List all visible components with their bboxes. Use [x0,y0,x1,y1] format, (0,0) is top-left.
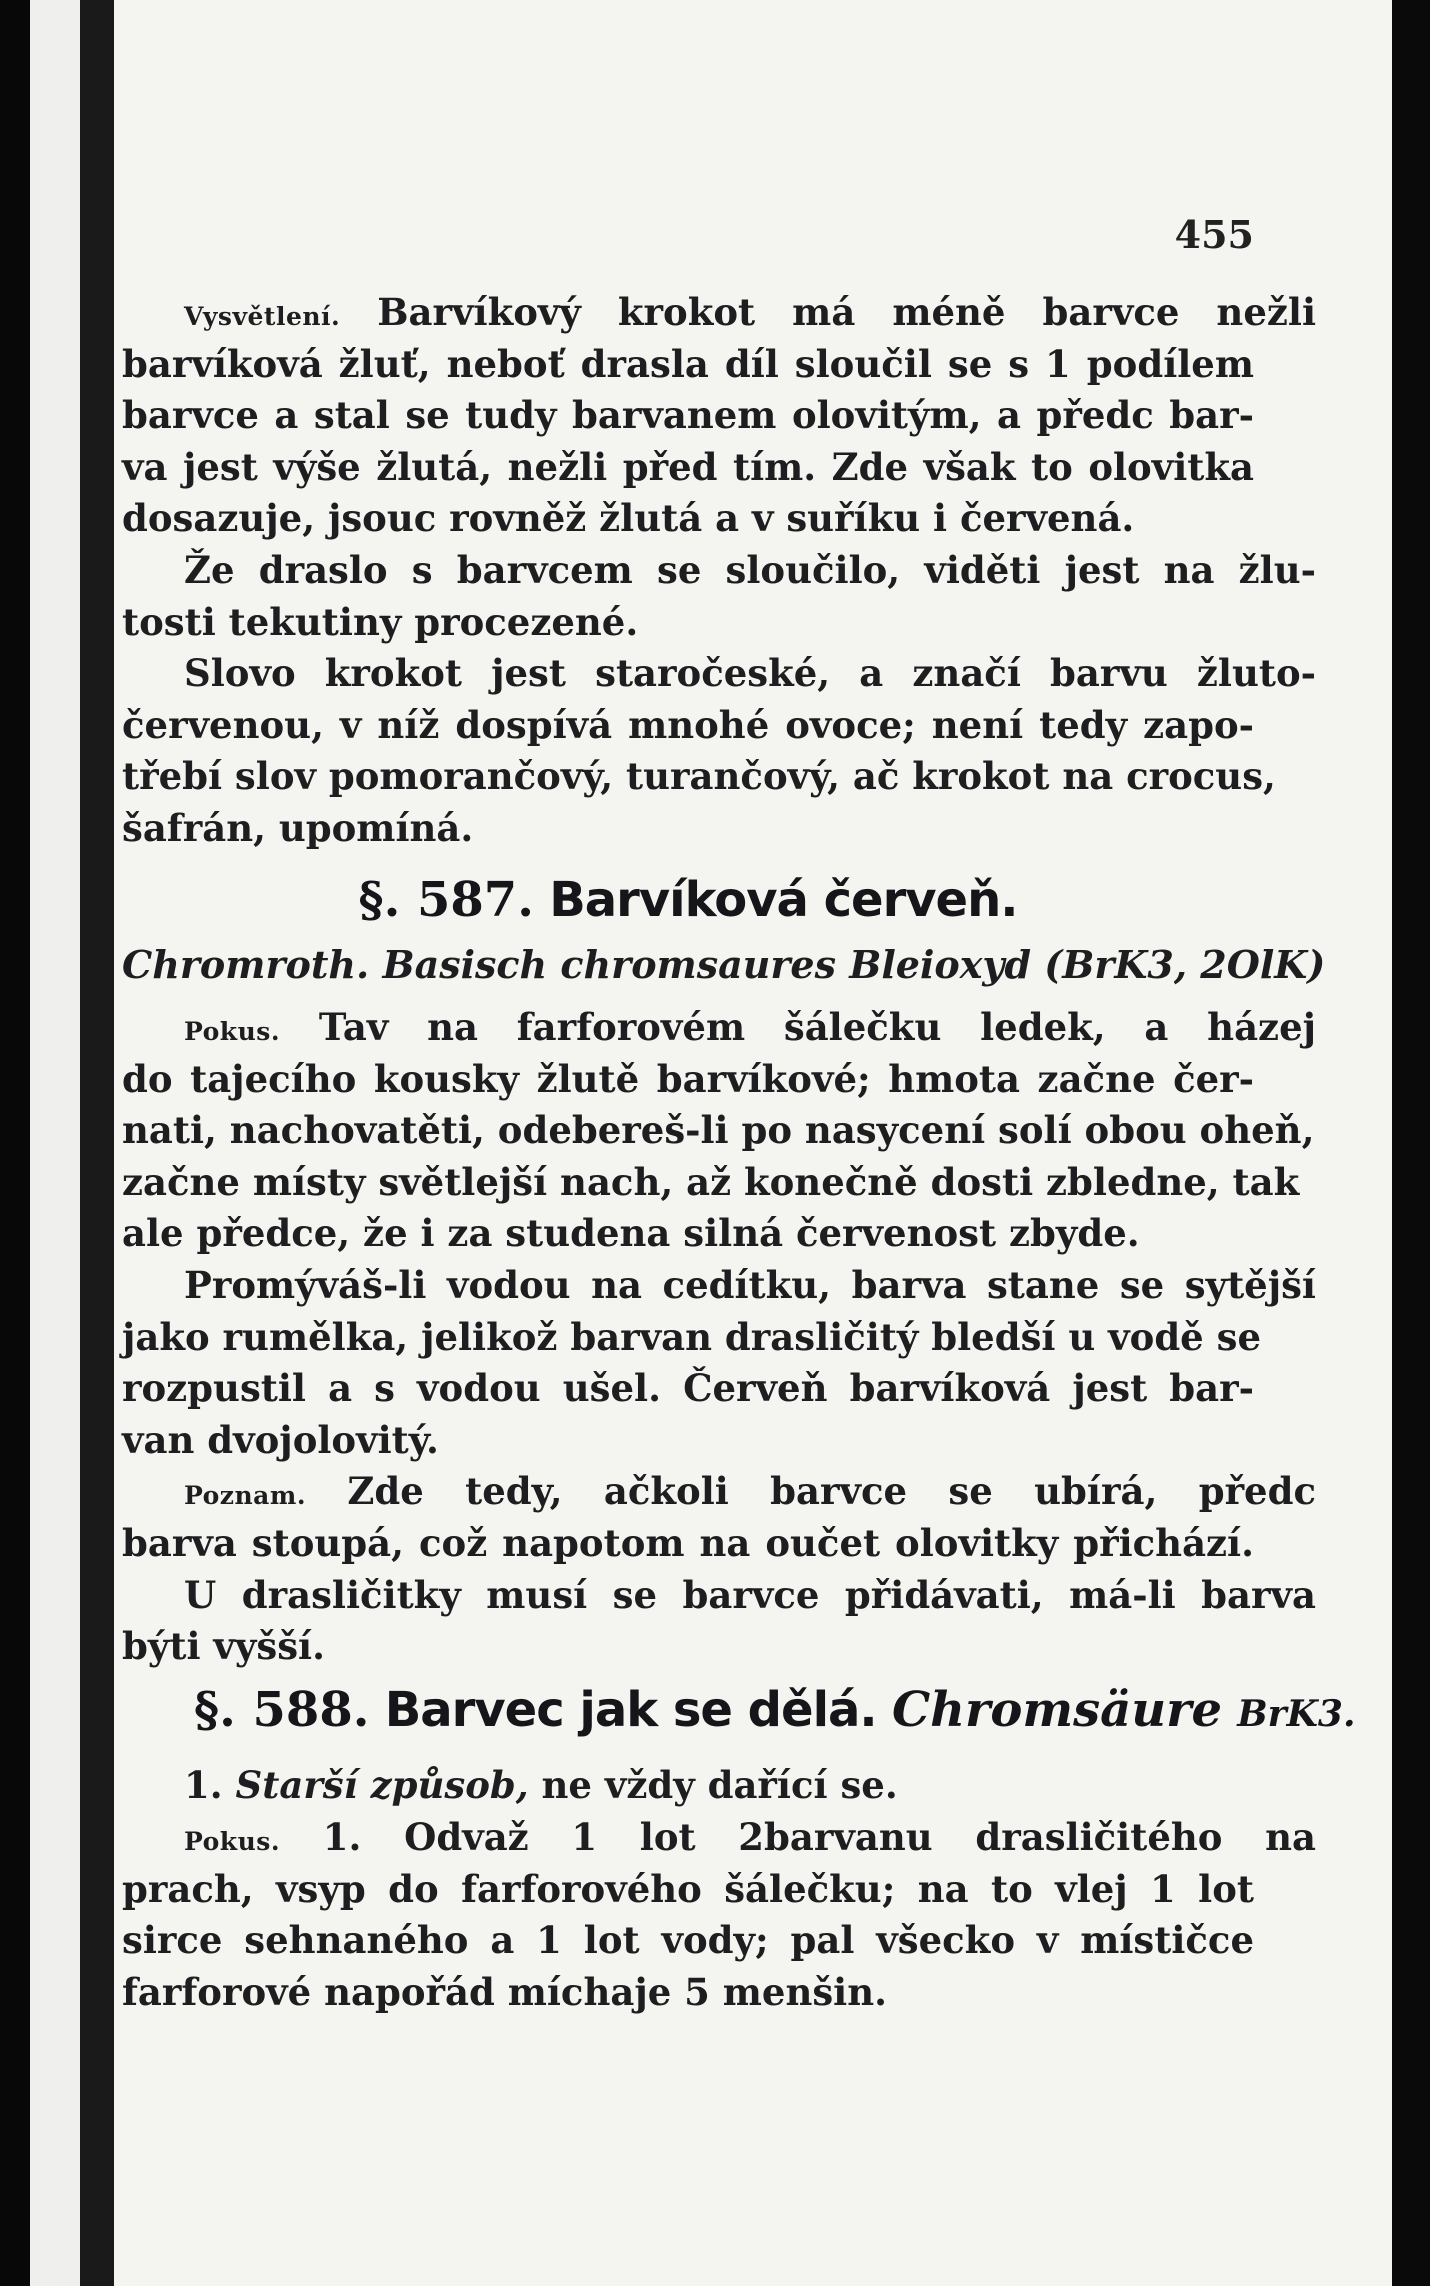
line-text: třebí slov pomorančový, turančový, ač krokot na crocus, [122,754,1276,799]
german-name: Chromroth. Basisch chromsaures Bleioxyd [122,942,1032,987]
section-number: §. 587. [358,872,534,928]
text-line [122,803,1254,853]
line-text: va jest výše žlutá, nežli před tím. Zde však to olovitka [122,444,1254,489]
line-text: U drasličitky musí se barvce přidávati, má-li barva [184,1572,1316,1617]
text-line [122,339,1254,389]
book-page [114,0,1392,2286]
scan-border-right [1392,0,1430,2286]
section-title: Barvíková červeň. [549,872,1018,928]
text-line [122,1312,1261,1362]
section-588-heading [194,1680,1356,1744]
text-line [122,1363,1254,1413]
text-line [122,1002,1316,1057]
text-line [122,597,1254,647]
line-text: Zde tedy, ačkoli barvce se ubírá, předc [306,1469,1316,1514]
text-line [122,1967,1254,2017]
text-line [122,545,1316,595]
text-line [122,1415,1254,1465]
section-587-heading [122,870,1254,930]
method-label: Starší způsob, [235,1763,529,1807]
paragraph-lead: Vysvětlení. [184,302,341,331]
text-line [122,1260,1316,1310]
text-line [122,1621,1254,1671]
line-text: Slovo krokot jest staročeské, a značí barvu žluto- [184,651,1316,696]
text-line [122,1518,1254,1568]
text-line [122,751,1276,801]
line-text: červenou, v níž dospívá mnohé ovoce; není tedy zapo- [122,702,1254,747]
scan-border-left [0,0,30,2286]
paragraph-lead: Pokus. [184,1827,281,1856]
line-text: jako rumělka, jelikož barvan drasličitý bledší u vodě se [122,1314,1261,1359]
text-line [122,1915,1254,1965]
facing-page-edge [30,0,80,2286]
text-line [122,1157,1300,1207]
chemical-formula: BrK3. [1237,1693,1356,1735]
method-line [122,1760,1316,1810]
line-text: Promýváš-li vodou na cedítku, barva stane se sytější [184,1263,1316,1307]
text-line [122,1208,1254,1258]
section-number: §. 588. [194,1682,370,1738]
line-text: býti vyšší. [122,1624,325,1669]
line-text: tosti tekutiny procezené. [122,599,639,644]
line-text: začne místy světlejší nach, až konečně dosti zbledne, tak [122,1159,1300,1204]
text-line [122,442,1254,492]
line-text: rozpustil a s vodou ušel. Červeň barvíková jest bar- [122,1366,1254,1411]
text-line [122,1812,1316,1867]
line-text: sirce sehnaného a 1 lot vody; pal všecko v místičce [122,1918,1254,1963]
text-line [122,390,1254,440]
line-text: Tav na farforovém šálečku ledek, a házej [280,1005,1316,1049]
method-number: 1. [184,1763,223,1807]
line-text: barvce a stal se tudy barvanem olovitým, a předc bar- [122,393,1254,438]
line-text: Že draslo s barvcem se sloučilo, viděti jest na žlu- [184,548,1316,592]
section-title: Barvec jak se dělá. [384,1682,877,1738]
line-text: šafrán, upomíná. [122,806,474,850]
line-text: farforové napořád míchaje 5 menšin. [122,1969,888,2014]
line-text: 1. Odvaž 1 lot 2barvanu drasličitého na [280,1815,1316,1859]
text-line [122,1105,1315,1155]
section-587-german [122,940,1326,990]
paragraph-lead: Poznam. [184,1481,307,1511]
line-text: ale předce, že i za studena silná červenost zbyde. [122,1211,1140,1256]
book-gutter [80,0,114,2286]
method-rest: ne vždy dařící se. [528,1763,898,1807]
line-text: prach, vsyp do farforového šálečku; na to vlej 1 lot [122,1866,1254,1911]
text-line [122,1466,1316,1521]
line-text: barvíková žluť, neboť drasla díl sloučil se s 1 podílem [122,341,1254,386]
line-text: dosazuje, jsouc rovněž žlutá a v suříku i červená. [122,496,1135,541]
line-text: van dvojolovitý. [122,1417,439,1462]
text-line [122,1864,1254,1914]
chemical-formula: (BrK3, 2OlK) [1044,942,1326,987]
line-text: do tajecího kousky žlutě barvíkové; hmota začne čer- [122,1056,1254,1101]
text-line [122,287,1316,342]
text-line [122,648,1316,698]
paragraph-lead: Pokus. [184,1017,281,1046]
line-text: nati, nachovatěti, odebereš-li po nasycení solí obou oheň, [122,1108,1315,1153]
text-line [122,1570,1316,1620]
line-text: barva stoupá, což napotom na oučet olovitky přichází. [122,1521,1254,1565]
german-name: Chromsäure [891,1682,1222,1738]
text-line [122,493,1254,543]
line-text: Barvíkový krokot má méně barvce nežli [340,290,1316,334]
text-line [122,1054,1254,1104]
page-number: 455 [1174,212,1254,257]
text-line [122,700,1254,750]
